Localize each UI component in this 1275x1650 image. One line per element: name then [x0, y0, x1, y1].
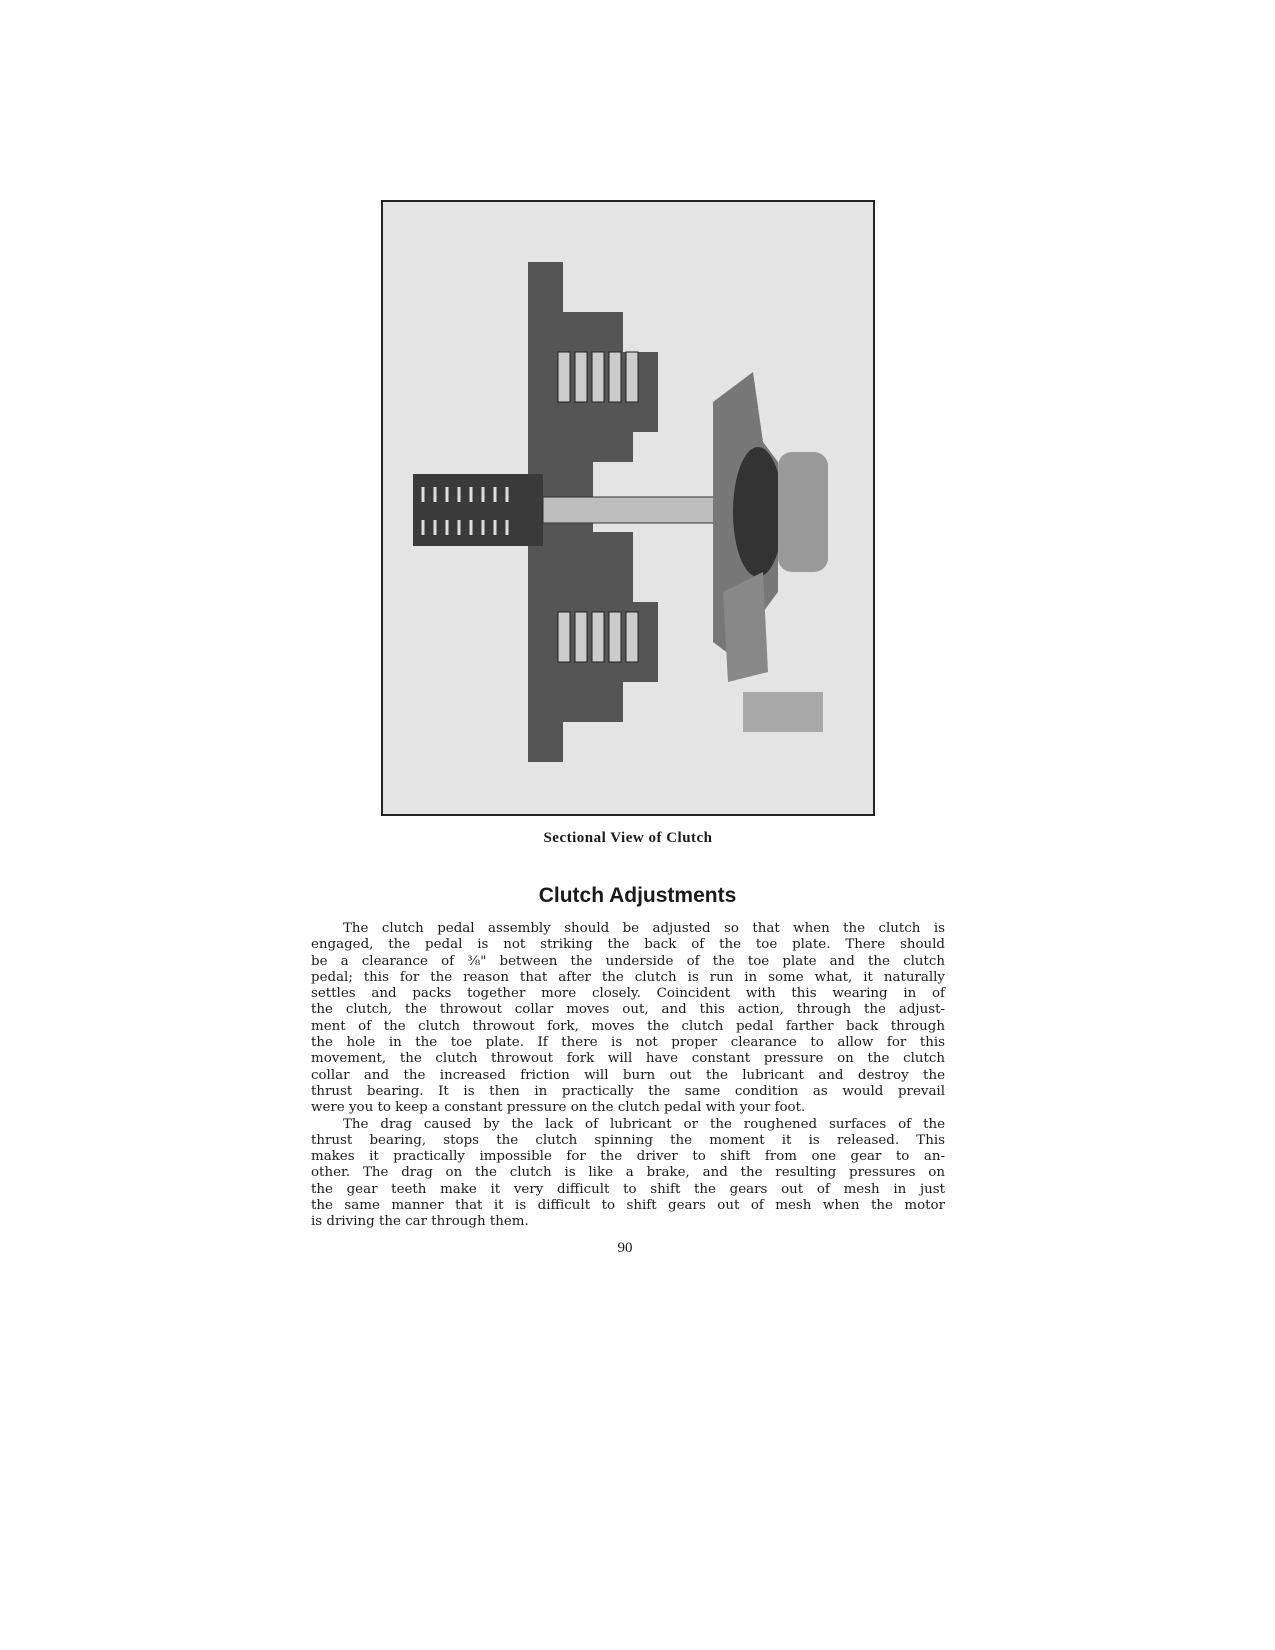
- clutch-drawing: [383, 202, 873, 814]
- spring-housing: [413, 474, 543, 546]
- text-line: thrust bearing. It is then in practically the same condition as would prevail: [311, 1083, 945, 1099]
- text-line: The drag caused by the lack of lubricant or the roughened surfaces of the: [343, 1116, 945, 1132]
- text-line: settles and packs together more closely. Coincident with this wearing in of: [311, 986, 945, 1002]
- figure-caption: Sectional View of Clutch: [543, 830, 713, 846]
- text-line: The clutch pedal assembly should be adjusted so that when the clutch is: [343, 921, 945, 936]
- text-line: be a clearance of ⅜" between the underside of the toe plate and the clutch: [311, 953, 945, 969]
- section-heading: Clutch Adjustments: [538, 884, 737, 907]
- clutch-sectional-illustration: [381, 200, 875, 816]
- text-line: the clutch, the throwout collar moves out, and this action, through the adjust-: [311, 1002, 945, 1018]
- text-line: were you to keep a constant pressure on the clutch pedal with your foot.: [311, 1100, 806, 1116]
- text-line: movement, the clutch throwout fork will have constant pressure on the clutch: [311, 1051, 945, 1067]
- text-line: engaged, the pedal is not striking the back of the toe plate. There should: [311, 937, 945, 953]
- text-line: the hole in the toe plate. If there is not proper clearance to allow for this: [311, 1035, 945, 1051]
- text-line: thrust bearing, stops the clutch spinning the moment it is released. This: [311, 1132, 945, 1148]
- text-line: collar and the increased friction will burn out the lubricant and destroy the: [311, 1067, 945, 1083]
- text-line: other. The drag on the clutch is like a brake, and the resulting pressures on: [311, 1165, 945, 1181]
- paragraph-1: [311, 921, 945, 1117]
- thrust-bearing: [733, 447, 783, 577]
- text-line: the gear teeth make it very difficult to shift the gears out of mesh in just: [311, 1181, 945, 1197]
- body-text: [311, 921, 945, 1231]
- text-line: is driving the car through them.: [311, 1214, 529, 1230]
- pedal-spring: [743, 692, 823, 732]
- paragraph-2: [311, 1117, 945, 1231]
- throwout-collar: [778, 452, 828, 572]
- text-line: the same manner that it is difficult to shift gears out of mesh when the motor: [311, 1198, 945, 1214]
- text-line: ment of the clutch throwout fork, moves the clutch pedal farther back through: [311, 1018, 945, 1034]
- text-line: makes it practically impossible for the driver to shift from one gear to an-: [311, 1149, 945, 1165]
- text-line: pedal; this for the reason that after the clutch is run in some what, it naturally: [311, 969, 945, 985]
- page-number: 90: [617, 1240, 633, 1256]
